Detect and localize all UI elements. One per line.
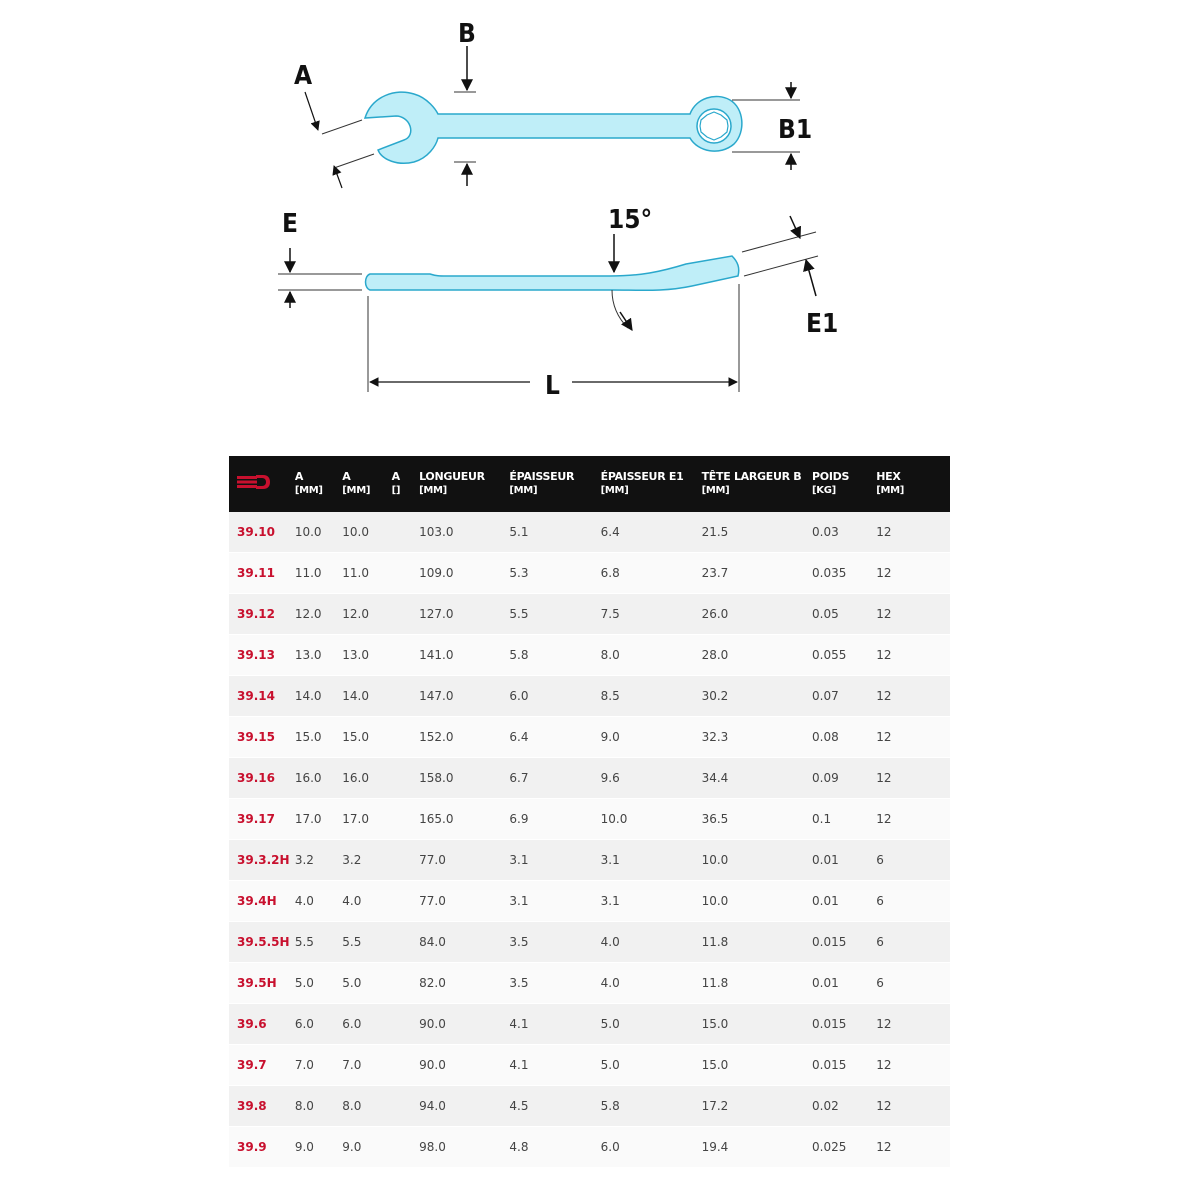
table-row xyxy=(229,594,950,635)
header-col-epaisseur-e1 xyxy=(601,456,702,512)
cell-longueur: 103.0 xyxy=(419,512,509,553)
cell-epaisseur-e1: 4.0 xyxy=(601,963,702,1004)
header-col-a-mm xyxy=(295,456,342,512)
label-e1: E1 xyxy=(806,309,839,339)
cell-tete-largeur: 11.8 xyxy=(702,922,812,963)
cell-longueur: 109.0 xyxy=(419,553,509,594)
table-row xyxy=(229,1004,950,1045)
cell-epaisseur-e1: 5.8 xyxy=(601,1086,702,1127)
cell-a-mm-2: 17.0 xyxy=(342,799,391,840)
cell-epaisseur: 4.5 xyxy=(509,1086,600,1127)
cell-poids: 0.05 xyxy=(812,594,876,635)
header-col-unit: [MM] xyxy=(600,485,629,496)
cell-hex: 12 xyxy=(876,1086,950,1127)
brand-logo-icon xyxy=(237,474,271,490)
table-row xyxy=(229,840,950,881)
cell-poids: 0.01 xyxy=(812,840,876,881)
cell-tete-largeur: 26.0 xyxy=(702,594,812,635)
cell-a-inch xyxy=(392,840,419,881)
cell-a-mm-2: 7.0 xyxy=(342,1045,391,1086)
cell-ref[interactable]: 39.8 xyxy=(229,1086,295,1127)
cell-longueur: 152.0 xyxy=(419,717,509,758)
cell-a-mm: 8.0 xyxy=(295,1086,342,1127)
cell-poids: 0.03 xyxy=(812,512,876,553)
cell-a-mm: 15.0 xyxy=(295,717,342,758)
cell-epaisseur-e1: 8.5 xyxy=(601,676,702,717)
cell-tete-largeur: 36.5 xyxy=(702,799,812,840)
cell-epaisseur-e1: 8.0 xyxy=(601,635,702,676)
cell-hex: 6 xyxy=(876,963,950,1004)
wrench-side-view xyxy=(366,256,739,290)
cell-a-mm: 4.0 xyxy=(295,881,342,922)
cell-epaisseur: 4.1 xyxy=(509,1004,600,1045)
cell-epaisseur-e1: 3.1 xyxy=(601,840,702,881)
table-row xyxy=(229,881,950,922)
cell-longueur: 82.0 xyxy=(419,963,509,1004)
cell-longueur: 158.0 xyxy=(419,758,509,799)
cell-hex: 12 xyxy=(876,1004,950,1045)
header-col-tete-largeur xyxy=(702,456,812,512)
cell-ref[interactable]: 39.16 xyxy=(229,758,295,799)
dimension-e1 xyxy=(742,216,838,339)
header-col-unit: [MM] xyxy=(876,485,905,496)
label-b1: B1 xyxy=(778,115,813,145)
cell-a-mm-2: 10.0 xyxy=(342,512,391,553)
cell-hex: 12 xyxy=(876,594,950,635)
cell-epaisseur-e1: 4.0 xyxy=(601,922,702,963)
table-row xyxy=(229,1127,950,1168)
cell-epaisseur-e1: 10.0 xyxy=(601,799,702,840)
cell-ref[interactable]: 39.6 xyxy=(229,1004,295,1045)
cell-epaisseur-e1: 6.0 xyxy=(601,1127,702,1168)
cell-ref[interactable]: 39.14 xyxy=(229,676,295,717)
cell-hex: 6 xyxy=(876,922,950,963)
cell-a-mm-2: 4.0 xyxy=(342,881,391,922)
table-row xyxy=(229,717,950,758)
cell-a-inch xyxy=(392,1045,419,1086)
header-col-label: A xyxy=(342,470,351,483)
cell-tete-largeur: 34.4 xyxy=(702,758,812,799)
header-col-unit: [MM] xyxy=(294,485,323,496)
cell-a-inch xyxy=(392,635,419,676)
header-logo-cell xyxy=(229,456,295,512)
cell-a-inch xyxy=(392,553,419,594)
cell-epaisseur: 6.9 xyxy=(509,799,600,840)
cell-poids: 0.035 xyxy=(812,553,876,594)
cell-hex: 12 xyxy=(876,512,950,553)
cell-a-inch xyxy=(392,963,419,1004)
cell-a-mm-2: 16.0 xyxy=(342,758,391,799)
header-col-hex xyxy=(876,456,950,512)
cell-ref[interactable]: 39.5H xyxy=(229,963,295,1004)
cell-longueur: 141.0 xyxy=(419,635,509,676)
cell-epaisseur: 4.1 xyxy=(509,1045,600,1086)
cell-a-mm: 11.0 xyxy=(295,553,342,594)
cell-tete-largeur: 10.0 xyxy=(702,881,812,922)
cell-a-inch xyxy=(392,758,419,799)
cell-epaisseur-e1: 3.1 xyxy=(601,881,702,922)
cell-a-inch xyxy=(392,512,419,553)
cell-tete-largeur: 30.2 xyxy=(702,676,812,717)
cell-a-inch xyxy=(392,717,419,758)
cell-tete-largeur: 23.7 xyxy=(702,553,812,594)
header-col-unit: [MM] xyxy=(509,485,538,496)
cell-epaisseur-e1: 5.0 xyxy=(601,1045,702,1086)
cell-epaisseur: 3.5 xyxy=(509,922,600,963)
cell-tete-largeur: 11.8 xyxy=(702,963,812,1004)
table-row xyxy=(229,922,950,963)
label-b: B xyxy=(458,19,476,49)
cell-poids: 0.07 xyxy=(812,676,876,717)
cell-epaisseur: 5.1 xyxy=(509,512,600,553)
cell-a-mm-2: 9.0 xyxy=(342,1127,391,1168)
cell-a-inch xyxy=(392,1127,419,1168)
cell-longueur: 90.0 xyxy=(419,1045,509,1086)
cell-longueur: 94.0 xyxy=(419,1086,509,1127)
cell-poids: 0.01 xyxy=(812,963,876,1004)
cell-a-mm-2: 11.0 xyxy=(342,553,391,594)
cell-hex: 12 xyxy=(876,799,950,840)
label-a: A xyxy=(294,61,313,91)
header-col-unit: [MM] xyxy=(342,485,371,496)
cell-hex: 12 xyxy=(876,635,950,676)
cell-epaisseur-e1: 6.4 xyxy=(601,512,702,553)
cell-ref[interactable]: 39.13 xyxy=(229,635,295,676)
cell-longueur: 98.0 xyxy=(419,1127,509,1168)
dimension-a xyxy=(294,61,374,188)
cell-ref[interactable]: 39.17 xyxy=(229,799,295,840)
table-row xyxy=(229,1086,950,1127)
header-col-unit: [MM] xyxy=(701,485,730,496)
table-row xyxy=(229,635,950,676)
cell-ref[interactable]: 39.12 xyxy=(229,594,295,635)
cell-a-mm-2: 14.0 xyxy=(342,676,391,717)
table-row xyxy=(229,963,950,1004)
cell-a-mm: 12.0 xyxy=(295,594,342,635)
cell-ref[interactable]: 39.3.2H xyxy=(229,840,295,881)
cell-tete-largeur: 28.0 xyxy=(702,635,812,676)
header-col-label: A xyxy=(294,470,304,483)
header-col-unit: [MM] xyxy=(419,485,447,496)
cell-a-mm: 10.0 xyxy=(295,512,342,553)
wrench-dimension-diagram xyxy=(0,0,1200,440)
cell-epaisseur-e1: 7.5 xyxy=(601,594,702,635)
cell-hex: 6 xyxy=(876,881,950,922)
cell-epaisseur: 6.7 xyxy=(509,758,600,799)
header-col-a-mm-2 xyxy=(342,456,391,512)
table-body xyxy=(229,512,950,1168)
cell-poids: 0.015 xyxy=(812,1004,876,1045)
cell-a-inch xyxy=(392,799,419,840)
header-col-longueur xyxy=(419,456,509,512)
cell-hex: 12 xyxy=(876,758,950,799)
dimension-e xyxy=(278,209,362,308)
cell-tete-largeur: 17.2 xyxy=(702,1086,812,1127)
cell-a-mm: 14.0 xyxy=(295,676,342,717)
cell-a-mm: 3.2 xyxy=(295,840,342,881)
cell-ref[interactable]: 39.15 xyxy=(229,717,295,758)
cell-a-mm: 5.0 xyxy=(295,963,342,1004)
cell-epaisseur: 4.8 xyxy=(509,1127,600,1168)
cell-poids: 0.01 xyxy=(812,881,876,922)
cell-tete-largeur: 15.0 xyxy=(702,1045,812,1086)
dimension-b1 xyxy=(732,82,812,170)
cell-longueur: 77.0 xyxy=(419,881,509,922)
cell-a-inch xyxy=(392,1086,419,1127)
table-row xyxy=(229,553,950,594)
cell-epaisseur: 5.3 xyxy=(509,553,600,594)
header-col-unit: [] xyxy=(391,485,401,496)
cell-tete-largeur: 10.0 xyxy=(702,840,812,881)
cell-ref[interactable]: 39.7 xyxy=(229,1045,295,1086)
cell-a-inch xyxy=(392,881,419,922)
cell-tete-largeur: 21.5 xyxy=(702,512,812,553)
cell-epaisseur: 5.5 xyxy=(509,594,600,635)
header-col-a-inch xyxy=(392,456,419,512)
cell-epaisseur-e1: 9.0 xyxy=(601,717,702,758)
cell-longueur: 127.0 xyxy=(419,594,509,635)
cell-ref[interactable]: 39.10 xyxy=(229,512,295,553)
cell-tete-largeur: 32.3 xyxy=(702,717,812,758)
header-col-label: LONGUEUR xyxy=(419,470,485,483)
cell-a-mm-2: 6.0 xyxy=(342,1004,391,1045)
label-angle: 15° xyxy=(608,205,653,235)
cell-poids: 0.09 xyxy=(812,758,876,799)
dimension-angle xyxy=(608,205,652,330)
cell-a-mm: 17.0 xyxy=(295,799,342,840)
cell-a-mm-2: 3.2 xyxy=(342,840,391,881)
header-col-label: POIDS xyxy=(812,470,850,483)
cell-a-mm-2: 12.0 xyxy=(342,594,391,635)
cell-longueur: 90.0 xyxy=(419,1004,509,1045)
cell-tete-largeur: 19.4 xyxy=(702,1127,812,1168)
cell-a-inch xyxy=(392,1004,419,1045)
cell-epaisseur: 3.1 xyxy=(509,840,600,881)
cell-longueur: 147.0 xyxy=(419,676,509,717)
cell-a-mm-2: 5.0 xyxy=(342,963,391,1004)
cell-a-mm-2: 5.5 xyxy=(342,922,391,963)
cell-hex: 12 xyxy=(876,553,950,594)
cell-poids: 0.08 xyxy=(812,717,876,758)
cell-a-mm-2: 15.0 xyxy=(342,717,391,758)
cell-a-inch xyxy=(392,676,419,717)
cell-poids: 0.055 xyxy=(812,635,876,676)
label-l: L xyxy=(545,371,560,401)
label-e: E xyxy=(282,209,298,239)
cell-a-mm-2: 13.0 xyxy=(342,635,391,676)
cell-hex: 6 xyxy=(876,840,950,881)
wrench-top-view xyxy=(365,92,742,163)
cell-a-mm: 5.5 xyxy=(295,922,342,963)
dimension-l xyxy=(368,284,739,401)
cell-hex: 12 xyxy=(876,717,950,758)
cell-poids: 0.015 xyxy=(812,1045,876,1086)
cell-hex: 12 xyxy=(876,676,950,717)
cell-a-mm: 16.0 xyxy=(295,758,342,799)
cell-epaisseur-e1: 6.8 xyxy=(601,553,702,594)
cell-hex: 12 xyxy=(876,1045,950,1086)
table-row xyxy=(229,676,950,717)
header-col-unit: [KG] xyxy=(812,485,836,496)
header-col-label: TÊTE LARGEUR B xyxy=(701,470,802,483)
cell-poids: 0.02 xyxy=(812,1086,876,1127)
cell-poids: 0.1 xyxy=(812,799,876,840)
header-col-label: ÉPAISSEUR xyxy=(509,470,575,483)
cell-hex: 12 xyxy=(876,1127,950,1168)
dimension-b xyxy=(454,19,476,186)
cell-longueur: 84.0 xyxy=(419,922,509,963)
header-col-label: HEX xyxy=(876,470,901,483)
header-col-epaisseur xyxy=(509,456,600,512)
cell-a-mm: 7.0 xyxy=(295,1045,342,1086)
header-col-label: ÉPAISSEUR E1 xyxy=(600,470,684,483)
cell-epaisseur: 5.8 xyxy=(509,635,600,676)
cell-ref[interactable]: 39.4H xyxy=(229,881,295,922)
header-col-label: A xyxy=(391,470,400,483)
table-row xyxy=(229,799,950,840)
table-header-row xyxy=(229,456,950,512)
cell-a-mm: 9.0 xyxy=(295,1127,342,1168)
cell-a-inch xyxy=(392,922,419,963)
cell-poids: 0.015 xyxy=(812,922,876,963)
cell-tete-largeur: 15.0 xyxy=(702,1004,812,1045)
cell-ref[interactable]: 39.5.5H xyxy=(229,922,295,963)
cell-longueur: 77.0 xyxy=(419,840,509,881)
spec-table xyxy=(229,456,950,1168)
header-col-poids xyxy=(812,456,876,512)
cell-epaisseur: 6.0 xyxy=(509,676,600,717)
cell-epaisseur: 3.5 xyxy=(509,963,600,1004)
cell-epaisseur-e1: 5.0 xyxy=(601,1004,702,1045)
cell-a-mm: 6.0 xyxy=(295,1004,342,1045)
cell-a-inch xyxy=(392,594,419,635)
cell-ref[interactable]: 39.11 xyxy=(229,553,295,594)
cell-poids: 0.025 xyxy=(812,1127,876,1168)
cell-longueur: 165.0 xyxy=(419,799,509,840)
cell-epaisseur: 3.1 xyxy=(509,881,600,922)
table-row xyxy=(229,1045,950,1086)
cell-ref[interactable]: 39.9 xyxy=(229,1127,295,1168)
cell-epaisseur: 6.4 xyxy=(509,717,600,758)
cell-a-mm-2: 8.0 xyxy=(342,1086,391,1127)
cell-a-mm: 13.0 xyxy=(295,635,342,676)
table-row xyxy=(229,512,950,553)
table-row xyxy=(229,758,950,799)
cell-epaisseur-e1: 9.6 xyxy=(601,758,702,799)
